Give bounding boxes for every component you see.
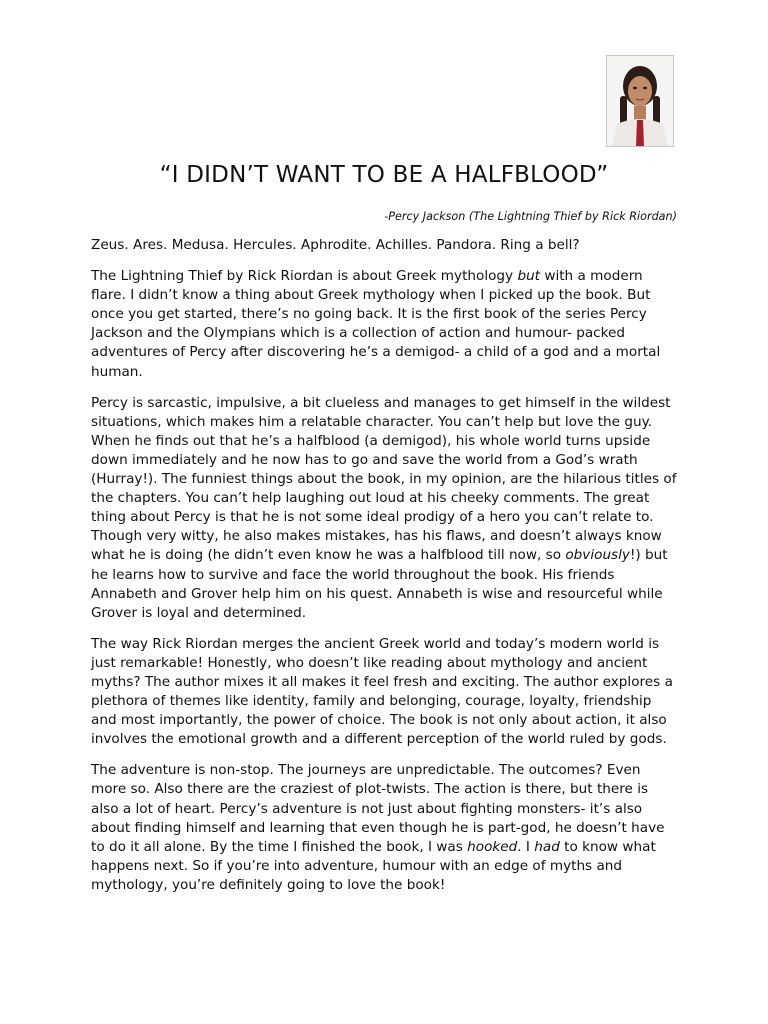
paragraph-text: The way Rick Riordan merges the ancient Greek world and today’s modern world is just remarkable! Honestly, who doesn’t like reading about mythology and ancient myths? The author mixes it all makes it feel fresh and exciting. The author explores a plethora of themes like identity, family and belonging, courage, loyalty, friendship and most importantly, the power of choice. The book is not only about action, it also involves the emotional growth and a different perception of the world ruled by gods. [91, 635, 673, 748]
italic-text: had [534, 838, 560, 855]
document-title: “I DIDN’T WANT TO BE A HALFBLOOD” [159, 162, 609, 188]
paragraph-text: !) but he learns how to survive and face the world throughout the book. His friends Annabeth and Grover help him on his quest. Annabeth is wise and resourceful while Grover is loyal and determined. [91, 547, 668, 621]
paragraph-text: to know what happens next. So if you’re into adventure, humour with an edge of myths and mythology, you’re definitely going to love the book! [91, 838, 656, 893]
italic-text: hooked [467, 838, 518, 855]
student-portrait-photo [606, 55, 674, 147]
body-paragraph [91, 267, 677, 382]
italic-text: obviously [565, 547, 630, 564]
review-body [91, 236, 677, 907]
quote-attribution: -Percy Jackson (The Lightning Thief by Rick Riordan) [384, 210, 677, 223]
body-paragraph [91, 236, 677, 255]
paragraph-text: The Lightning Thief by Rick Riordan is about Greek mythology [91, 268, 518, 285]
body-paragraph [91, 761, 677, 895]
body-paragraph [91, 394, 677, 623]
paragraph-text: Percy is sarcastic, impulsive, a bit clueless and manages to get himself in the wildest situations, which makes him a relatable character. You can’t help but love the guy. When he finds out that he’s a halfblood (a demigod), his whole world turns upside down immediately and he now has to go and save the world from a God’s wrath (Hurray!). The funniest things about the book, in my opinion, are the hilarious titles of the chapters. You can’t help laughing out loud at his cheeky comments. The great thing about Percy is that he is not some ideal prodigy of a hero you can’t relate to. Though very witty, he also makes mistakes, has his flaws, and doesn’t always know what he is doing (he didn’t even know he was a halfblood till now, so [91, 394, 677, 564]
body-paragraph [91, 635, 677, 750]
paragraph-text: . I [517, 838, 535, 855]
paragraph-text: The adventure is non-stop. The journeys are unpredictable. The outcomes? Even more so. Also there are the craziest of plot-twists. The action is there, but there is also a lot of heart. Percy’s adventure is not just about fighting monsters- it’s also about finding himself and learning that even though he is part-god, he doesn’t have to do it all alone. By the time I finished the book, I was [91, 762, 665, 855]
paragraph-text: Zeus. Ares. Medusa. Hercules. Aphrodite. Achilles. Pandora. Ring a bell? [91, 237, 580, 253]
italic-text: but [517, 268, 541, 285]
paragraph-text: with a modern flare. I didn’t know a thing about Greek mythology when I picked up the book. But once you get started, there’s no going back. It is the first book of the series Percy Jackson and the Olympians which is a collection of action and humour- packed adventures of Percy after discovering he’s a demigod- a child of a god and a mortal human. [91, 268, 661, 380]
